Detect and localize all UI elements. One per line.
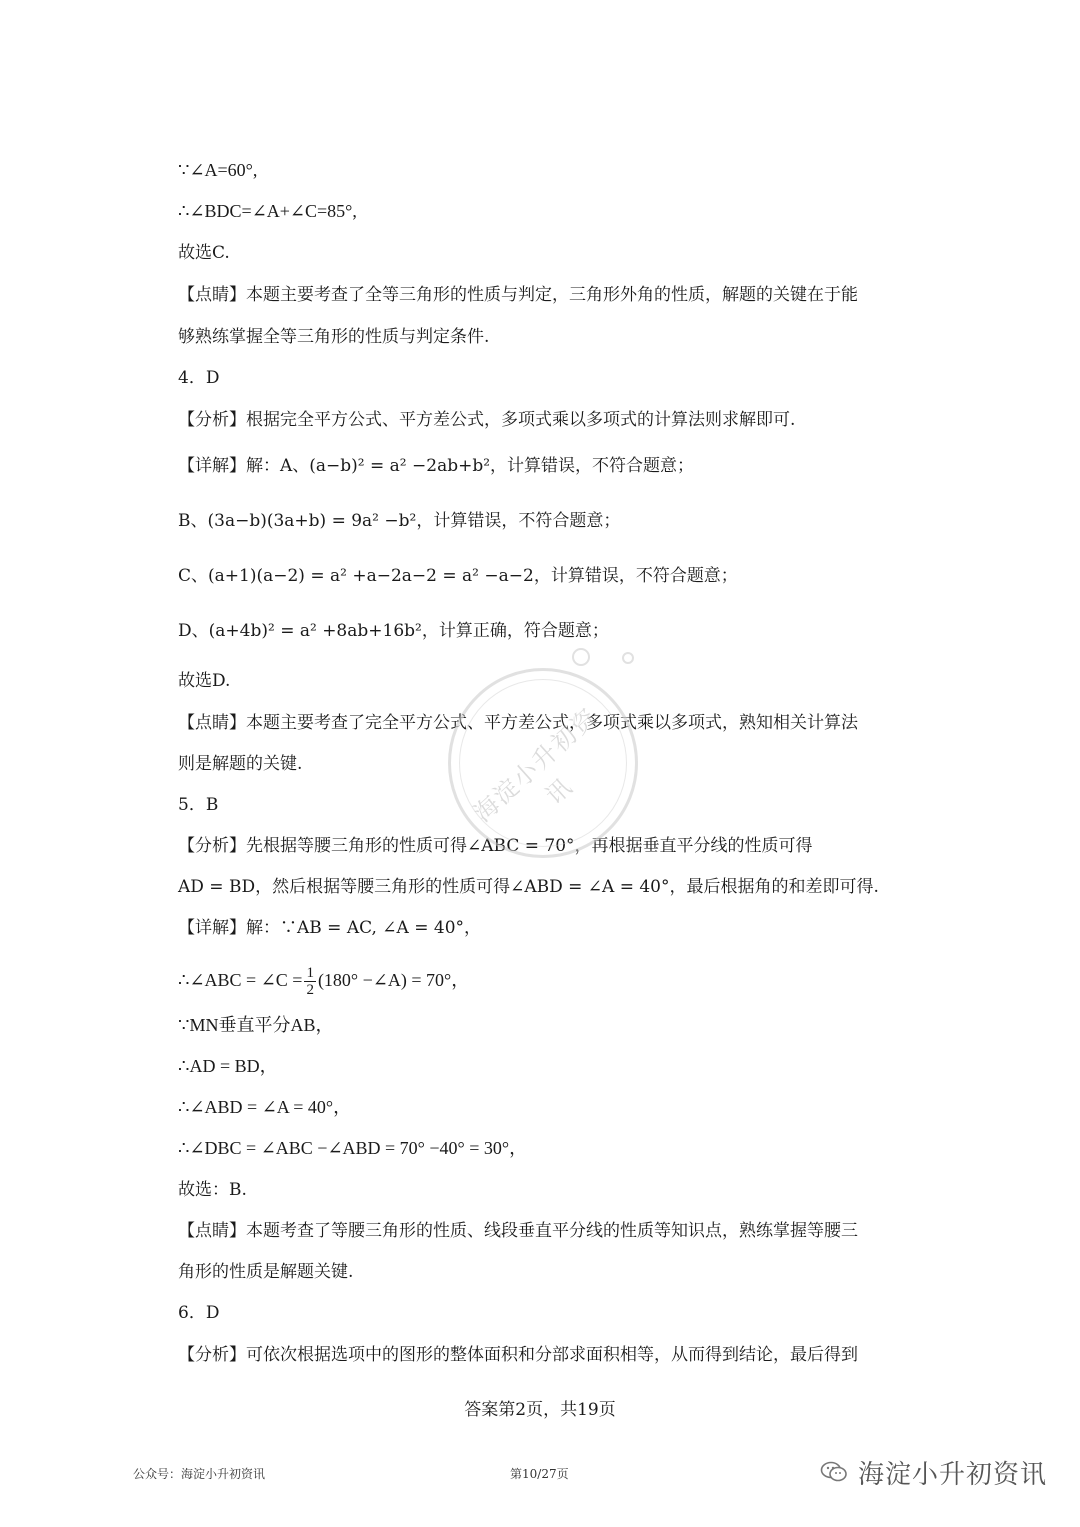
line-solution-5e: ∴∠ABD = ∠A = 40°， [178,1097,352,1117]
line-comment-4b: 则是解题的关键. [178,754,303,774]
footer-account: 公众号：海淀小升初资讯 [133,1467,266,1481]
line-comment-4a: 【点睛】本题主要考查了完全平方公式、平方差公式，多项式乘以多项式，熟知相关计算法 [178,713,858,733]
line-comment-3b: 够熟练掌握全等三角形的性质与判定条件. [178,327,490,347]
watermark-stamp [448,668,638,858]
line-angle-bdc: ∴∠BDC=∠A+∠C=85°, [178,201,357,221]
wechat-icon [820,1461,848,1483]
watermark-dot-small [622,652,634,664]
line-comment-5a: 【点睛】本题考查了等腰三角形的性质、线段垂直平分线的性质等知识点，熟练掌握等腰三 [178,1221,858,1241]
line-choose-d: 故选D. [178,671,231,691]
line-comment-3a: 【点睛】本题主要考查了全等三角形的性质与判定，三角形外角的性质，解题的关键在于能 [178,285,858,305]
line-solution-5a: 【详解】解：∵AB = AC, ∠A = 40°， [178,918,482,938]
line-solution-4d: D、(a+4b)² = a² +8ab+16b²，计算正确，符合题意； [178,621,609,641]
line-solution-4c: C、(a+1)(a−2) = a² +a−2a−2 = a² −a−2，计算错误，不符合题意； [178,566,738,586]
angle-abc-expression: ∴∠ABC = ∠C = [178,970,303,990]
line-analysis-4: 【分析】根据完全平方公式、平方差公式，多项式乘以多项式的计算法则求解即可. [178,410,796,430]
page-number: 答案第2页，共19页 [464,1400,616,1420]
watermark-dot-large [572,648,590,666]
fraction-one-half [304,965,316,998]
footer-brand [820,1452,1047,1492]
fraction-numerator: 1 [306,965,314,982]
line-solution-4a: 【详解】解：A、(a−b)² = a² −2ab+b²，计算错误，不符合题意； [178,456,695,476]
line-solution-5f: ∴∠DBC = ∠ABC −∠ABD = 70° −40° = 30°， [178,1138,528,1158]
line-choose-b: 故选：B. [178,1180,247,1200]
line-analysis-5a: 【分析】先根据等腰三角形的性质可得∠ABC = 70°，再根据垂直平分线的性质可得 [178,836,813,856]
angle-abc-result: (180° −∠A) = 70°， [317,970,470,990]
line-solution-4b: B、(3a−b)(3a+b) = 9a² −b²，计算错误，不符合题意； [178,511,621,531]
fraction-denominator: 2 [306,982,314,999]
line-analysis-5b: AD = BD，然后根据等腰三角形的性质可得∠ABD = ∠A = 40°，最后根据角的和差即可得. [178,877,879,897]
line-choose-c: 故选C. [178,243,230,263]
line-solution-5b [178,962,469,998]
line-solution-5d: ∴AD = BD， [178,1056,278,1076]
line-comment-5b: 角形的性质是解题关键. [178,1262,354,1282]
line-solution-5c: ∵MN垂直平分AB， [178,1015,334,1035]
line-analysis-6: 【分析】可依次根据选项中的图形的整体面积和分部求面积相等，从而得到结论，最后得到 [178,1345,858,1365]
question-5-answer: 5．B [178,795,219,815]
footer-page-count: 第10/27页 [510,1467,569,1481]
footer-brand-text: 海淀小升初资讯 [858,1459,1048,1490]
question-6-answer: 6．D [178,1303,220,1323]
question-4-answer: 4．D [178,368,220,388]
watermark-text: 海淀小升初资讯 [468,702,604,828]
line-given-angle-a: ∵∠A=60°, [178,160,258,180]
